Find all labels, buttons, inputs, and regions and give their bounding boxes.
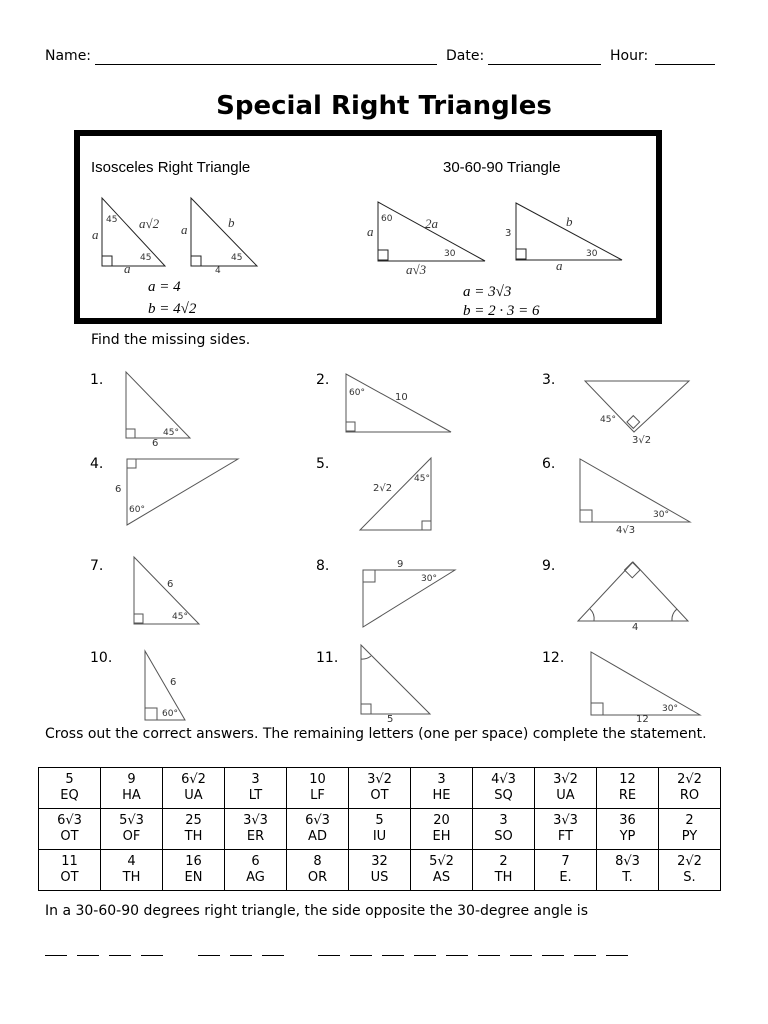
table-row bbox=[39, 768, 721, 809]
problem-9-side: 4 bbox=[632, 622, 639, 633]
ref-iso-45-bottom: 45 bbox=[140, 253, 152, 263]
answer-cell[interactable]: 3√2 OT bbox=[349, 768, 411, 809]
t3060-example-b: b = 2 ∙ 3 = 6 bbox=[463, 303, 540, 319]
t3060-title: 30-60-90 Triangle bbox=[443, 159, 561, 176]
problem-10-side: 6 bbox=[170, 677, 177, 688]
problem-6-side: 4√3 bbox=[616, 525, 636, 536]
problem-6-triangle bbox=[580, 459, 690, 522]
ref-3060-b-long: a bbox=[556, 258, 563, 273]
problem-8-triangle bbox=[363, 570, 455, 627]
answer-cell[interactable]: 5 IU bbox=[349, 809, 411, 850]
problem-8-angle: 30° bbox=[421, 574, 437, 584]
answer-cell[interactable]: 3√3 FT bbox=[535, 809, 597, 850]
answer-cell[interactable]: 3 SO bbox=[473, 809, 535, 850]
isosceles-title: Isosceles Right Triangle bbox=[91, 159, 251, 176]
problem-12-angle: 30° bbox=[662, 704, 678, 714]
answer-blank[interactable] bbox=[446, 955, 468, 956]
answer-cell[interactable]: 12 RE bbox=[597, 768, 659, 809]
answer-cell[interactable]: 11 OT bbox=[39, 850, 101, 891]
ref-iso-b-base: 4 bbox=[215, 266, 221, 276]
problem-11-side: 5 bbox=[387, 714, 394, 725]
problem-7-triangle bbox=[134, 557, 199, 624]
answer-cell[interactable]: 3√2 UA bbox=[535, 768, 597, 809]
answer-cell[interactable]: 6√3 OT bbox=[39, 809, 101, 850]
answer-cell[interactable]: 2 PY bbox=[659, 809, 721, 850]
answer-table bbox=[38, 767, 721, 891]
problem-number: 5. bbox=[316, 456, 330, 472]
problem-number: 7. bbox=[90, 558, 104, 574]
answer-cell[interactable]: 32 US bbox=[349, 850, 411, 891]
answer-cell[interactable]: 5 EQ bbox=[39, 768, 101, 809]
iso-example-a: a = 4 bbox=[148, 279, 181, 295]
problem-number: 3. bbox=[542, 372, 556, 388]
answer-blank[interactable] bbox=[382, 955, 404, 956]
problem-6-angle: 30° bbox=[653, 510, 669, 520]
ref-iso-b-side: a bbox=[181, 222, 188, 237]
problem-5-angle: 45° bbox=[414, 474, 430, 484]
answer-cell[interactable]: 10 LF bbox=[287, 768, 349, 809]
ref-3060-b-short: 3 bbox=[505, 228, 512, 239]
ref-iso-hyp: a√2 bbox=[139, 216, 160, 231]
ref-iso-a-side: a bbox=[92, 227, 99, 242]
table-row bbox=[39, 850, 721, 891]
ref-3060-triangle-b bbox=[516, 203, 622, 260]
problem-number: 11. bbox=[316, 650, 339, 666]
problem-number: 10. bbox=[90, 650, 113, 666]
problem-number: 4. bbox=[90, 456, 104, 472]
problem-4-triangle bbox=[127, 459, 238, 525]
answer-blank[interactable] bbox=[45, 955, 67, 956]
problem-2-triangle bbox=[346, 374, 451, 432]
answer-cell[interactable]: 25 TH bbox=[163, 809, 225, 850]
answer-cell[interactable]: 3√3 ER bbox=[225, 809, 287, 850]
answer-cell[interactable]: 8 OR bbox=[287, 850, 349, 891]
problem-number: 9. bbox=[542, 558, 556, 574]
answer-blank[interactable] bbox=[230, 955, 252, 956]
problem-11-triangle bbox=[361, 645, 430, 714]
answer-cell[interactable]: 2 TH bbox=[473, 850, 535, 891]
answer-blank[interactable] bbox=[542, 955, 564, 956]
problem-number: 2. bbox=[316, 372, 330, 388]
answer-blank[interactable] bbox=[77, 955, 99, 956]
problem-7-angle: 45° bbox=[172, 612, 188, 622]
ref-3060-triangle-a bbox=[378, 202, 485, 261]
problem-12-side: 12 bbox=[636, 714, 649, 725]
answer-cell[interactable]: 5√2 AS bbox=[411, 850, 473, 891]
problem-1-angle: 45° bbox=[163, 428, 179, 438]
ref-iso-45-top: 45 bbox=[106, 215, 118, 225]
problem-number: 12. bbox=[542, 650, 565, 666]
problem-7-side: 6 bbox=[167, 579, 174, 590]
answer-blank[interactable] bbox=[510, 955, 532, 956]
problem-4-angle: 60° bbox=[129, 505, 145, 515]
answer-blank[interactable] bbox=[478, 955, 500, 956]
answer-cell[interactable]: 16 EN bbox=[163, 850, 225, 891]
answer-cell[interactable]: 7 E. bbox=[535, 850, 597, 891]
answer-blank[interactable] bbox=[318, 955, 340, 956]
answer-blank[interactable] bbox=[350, 955, 372, 956]
name-label: Name: bbox=[45, 48, 92, 64]
answer-cell[interactable]: 5√3 OF bbox=[101, 809, 163, 850]
final-statement: In a 30-60-90 degrees right triangle, the side opposite the 30-degree angle is bbox=[45, 903, 588, 919]
answer-cell[interactable]: 20 EH bbox=[411, 809, 473, 850]
answer-blank[interactable] bbox=[109, 955, 131, 956]
answer-blank[interactable] bbox=[414, 955, 436, 956]
problem-number: 8. bbox=[316, 558, 330, 574]
problem-8-side: 9 bbox=[397, 559, 404, 570]
answer-blank[interactable] bbox=[606, 955, 628, 956]
ref-3060-b-30: 30 bbox=[586, 249, 598, 259]
ref-3060-b-hyp: b bbox=[566, 214, 573, 229]
answer-blank[interactable] bbox=[198, 955, 220, 956]
answer-cell[interactable]: 3 HE bbox=[411, 768, 473, 809]
hour-label: Hour: bbox=[610, 48, 649, 64]
date-label: Date: bbox=[446, 48, 485, 64]
problem-12-triangle bbox=[591, 652, 700, 715]
cross-out-instructions: Cross out the correct answers. The remaining letters (one per space) complete the statement. bbox=[45, 726, 707, 742]
problem-10-angle: 60° bbox=[162, 709, 178, 719]
problem-2-angle: 60° bbox=[349, 388, 365, 398]
ref-3060-60: 60 bbox=[381, 214, 393, 224]
page-title: Special Right Triangles bbox=[216, 91, 552, 121]
ref-iso-b-hyp: b bbox=[228, 215, 235, 230]
ref-iso-triangle-b bbox=[191, 198, 257, 266]
problem-1-triangle bbox=[126, 372, 190, 438]
problem-number: 1. bbox=[90, 372, 104, 388]
table-row bbox=[39, 809, 721, 850]
ref-iso-b-45: 45 bbox=[231, 253, 243, 263]
ref-iso-triangle-a bbox=[102, 198, 165, 266]
answer-cell[interactable]: 2√2 S. bbox=[659, 850, 721, 891]
answer-cell[interactable]: 4 TH bbox=[101, 850, 163, 891]
problem-5-side: 2√2 bbox=[373, 483, 393, 494]
ref-iso-a-base: a bbox=[124, 261, 131, 276]
answer-blank[interactable] bbox=[141, 955, 163, 956]
ref-3060-hyp: 2a bbox=[425, 216, 438, 231]
answer-cell[interactable]: 2√2 RO bbox=[659, 768, 721, 809]
problem-3-side: 3√2 bbox=[632, 435, 652, 446]
t3060-example-a: a = 3√3 bbox=[463, 284, 512, 300]
answer-cell[interactable]: 6√3 AD bbox=[287, 809, 349, 850]
answer-cell[interactable]: 9 HA bbox=[101, 768, 163, 809]
problem-9-triangle bbox=[578, 562, 688, 621]
problem-1-side: 6 bbox=[152, 438, 159, 449]
instructions: Find the missing sides. bbox=[91, 332, 251, 348]
answer-cell[interactable]: 36 YP bbox=[597, 809, 659, 850]
answer-cell[interactable]: 8√3 T. bbox=[597, 850, 659, 891]
ref-3060-long: a√3 bbox=[406, 262, 427, 277]
problem-4-side: 6 bbox=[115, 484, 122, 495]
answer-blank[interactable] bbox=[574, 955, 596, 956]
answer-blank[interactable] bbox=[262, 955, 284, 956]
answer-cell[interactable]: 6 AG bbox=[225, 850, 287, 891]
problem-number: 6. bbox=[542, 456, 556, 472]
problem-5-triangle bbox=[360, 458, 431, 530]
ref-3060-30: 30 bbox=[444, 249, 456, 259]
answer-cell[interactable]: 6√2 UA bbox=[163, 768, 225, 809]
iso-example-b: b = 4√2 bbox=[148, 301, 197, 317]
answer-cell[interactable]: 4√3 SQ bbox=[473, 768, 535, 809]
ref-3060-a-short: a bbox=[367, 224, 374, 239]
problem-3-angle: 45° bbox=[600, 415, 616, 425]
answer-cell[interactable]: 3 LT bbox=[225, 768, 287, 809]
problem-2-side: 10 bbox=[395, 392, 408, 403]
